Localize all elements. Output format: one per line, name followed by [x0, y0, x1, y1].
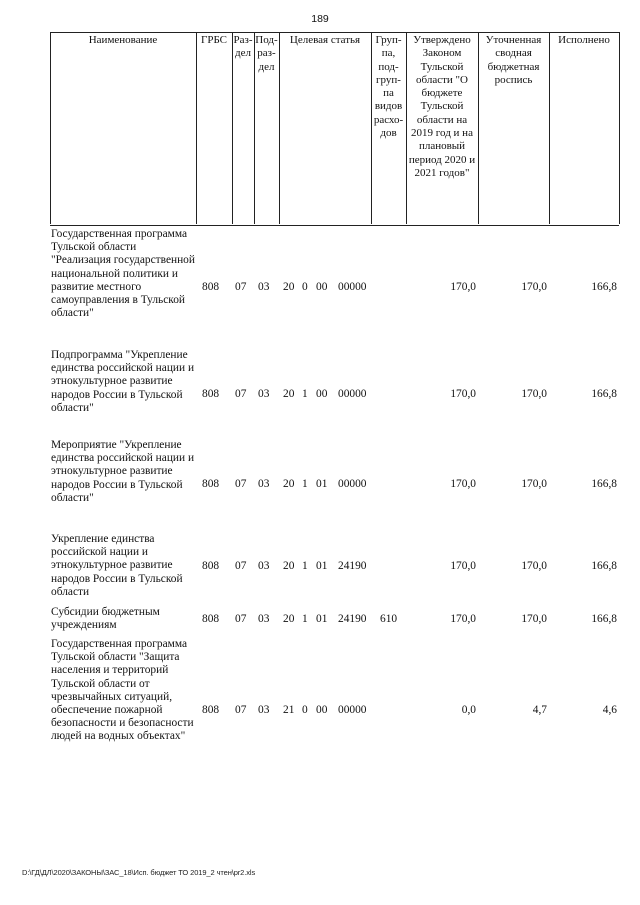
- row-target-3: 01: [316, 613, 328, 625]
- row-refined: 170,0: [521, 388, 547, 400]
- row-grbs: 808: [202, 281, 220, 293]
- header-razdel: Раз-дел: [233, 34, 253, 60]
- row-refined: 170,0: [521, 281, 547, 293]
- row-grbs: 808: [202, 560, 220, 572]
- row-name: Государственная программа Тульской области "Реализация государственной национальной политики и развитие местного самоуправления в Тульской области": [51, 228, 195, 320]
- row-target-2: 1: [302, 560, 308, 572]
- row-target-3: 01: [316, 478, 328, 490]
- header-target: Целевая статья: [289, 34, 361, 46]
- row-razdel: 07: [235, 704, 247, 716]
- row-refined: 4,7: [532, 704, 547, 716]
- header-podrazdel: Под-раз-дел: [255, 34, 278, 73]
- row-target-1: 20: [283, 478, 295, 490]
- row-grbs: 808: [202, 388, 220, 400]
- row-grbs: 808: [202, 704, 220, 716]
- header-divider: [619, 32, 620, 224]
- row-target-2: 1: [302, 388, 308, 400]
- row-podrazdel: 03: [258, 478, 270, 490]
- row-target-4: 00000: [338, 281, 367, 293]
- row-target-4: 00000: [338, 388, 367, 400]
- row-executed: 166,8: [591, 388, 617, 400]
- header-approved: Утверждено Законом Тульской области "О бюджете Тульской области на 2019 год и на плановый период 2020 и 2021 годов": [408, 34, 476, 179]
- row-approved: 170,0: [450, 560, 476, 572]
- header-refined: Уточненная сводная бюджетная роспись: [485, 34, 542, 86]
- row-razdel: 07: [235, 560, 247, 572]
- header-grbs: ГРБС: [200, 34, 228, 46]
- header-group: Груп-па, под-груп-па видов расхо-дов: [373, 34, 404, 140]
- row-executed: 4,6: [602, 704, 617, 716]
- row-target-1: 21: [283, 704, 295, 716]
- row-razdel: 07: [235, 281, 247, 293]
- row-target-4: 00000: [338, 478, 367, 490]
- row-executed: 166,8: [591, 613, 617, 625]
- row-target-3: 00: [316, 281, 328, 293]
- header-executed: Исполнено: [558, 34, 610, 46]
- row-target-2: 1: [302, 478, 308, 490]
- row-target-2: 0: [302, 704, 308, 716]
- row-podrazdel: 03: [258, 560, 270, 572]
- row-approved: 170,0: [450, 388, 476, 400]
- row-name: Мероприятие "Укрепление единства российской нации и этнокультурное развитие народов России в Тульской области": [51, 439, 195, 504]
- row-refined: 170,0: [521, 560, 547, 572]
- row-razdel: 07: [235, 478, 247, 490]
- row-target-3: 00: [316, 388, 328, 400]
- row-name: Государственная программа Тульской области "Защита населения и территорий Тульской области от чрезвычайных ситуаций, обеспечение пожарной безопасности и безопасности людей на водных объектах": [51, 638, 194, 743]
- row-target-2: 0: [302, 281, 308, 293]
- row-razdel: 07: [235, 388, 247, 400]
- row-approved: 170,0: [450, 478, 476, 490]
- row-refined: 170,0: [521, 478, 547, 490]
- row-group: 610: [380, 613, 398, 625]
- row-executed: 166,8: [591, 560, 617, 572]
- row-target-2: 1: [302, 613, 308, 625]
- row-approved: 0,0: [461, 704, 476, 716]
- row-target-1: 20: [283, 560, 295, 572]
- row-name: Укрепление единства российской нации и этнокультурное развитие народов России в Тульской области: [51, 533, 183, 598]
- row-podrazdel: 03: [258, 704, 270, 716]
- row-podrazdel: 03: [258, 281, 270, 293]
- row-target-1: 20: [283, 388, 295, 400]
- row-target-1: 20: [283, 281, 295, 293]
- row-target-4: 00000: [338, 704, 367, 716]
- row-podrazdel: 03: [258, 388, 270, 400]
- row-name: Субсидии бюджетным учреждениям: [51, 606, 160, 632]
- row-target-1: 20: [283, 613, 295, 625]
- row-grbs: 808: [202, 613, 220, 625]
- row-approved: 170,0: [450, 613, 476, 625]
- row-name: Подпрограмма "Укрепление единства российской нации и этнокультурное развитие народов России в Тульской области": [51, 349, 195, 414]
- row-executed: 166,8: [591, 478, 617, 490]
- header-name: Наименование: [88, 34, 158, 46]
- row-podrazdel: 03: [258, 613, 270, 625]
- row-grbs: 808: [202, 478, 220, 490]
- row-executed: 166,8: [591, 281, 617, 293]
- row-approved: 170,0: [450, 281, 476, 293]
- file-path-footer: D:\ГД\ДЛ\2020\ЗАКОНЫ\ЗАС_18\Исп. бюджет ТО 2019_2 чтен\pr2.xls: [22, 868, 256, 877]
- row-refined: 170,0: [521, 613, 547, 625]
- row-razdel: 07: [235, 613, 247, 625]
- row-target-3: 00: [316, 704, 328, 716]
- row-target-3: 01: [316, 560, 328, 572]
- row-target-4: 24190: [338, 560, 367, 572]
- row-target-4: 24190: [338, 613, 367, 625]
- page-number: 189: [311, 13, 329, 25]
